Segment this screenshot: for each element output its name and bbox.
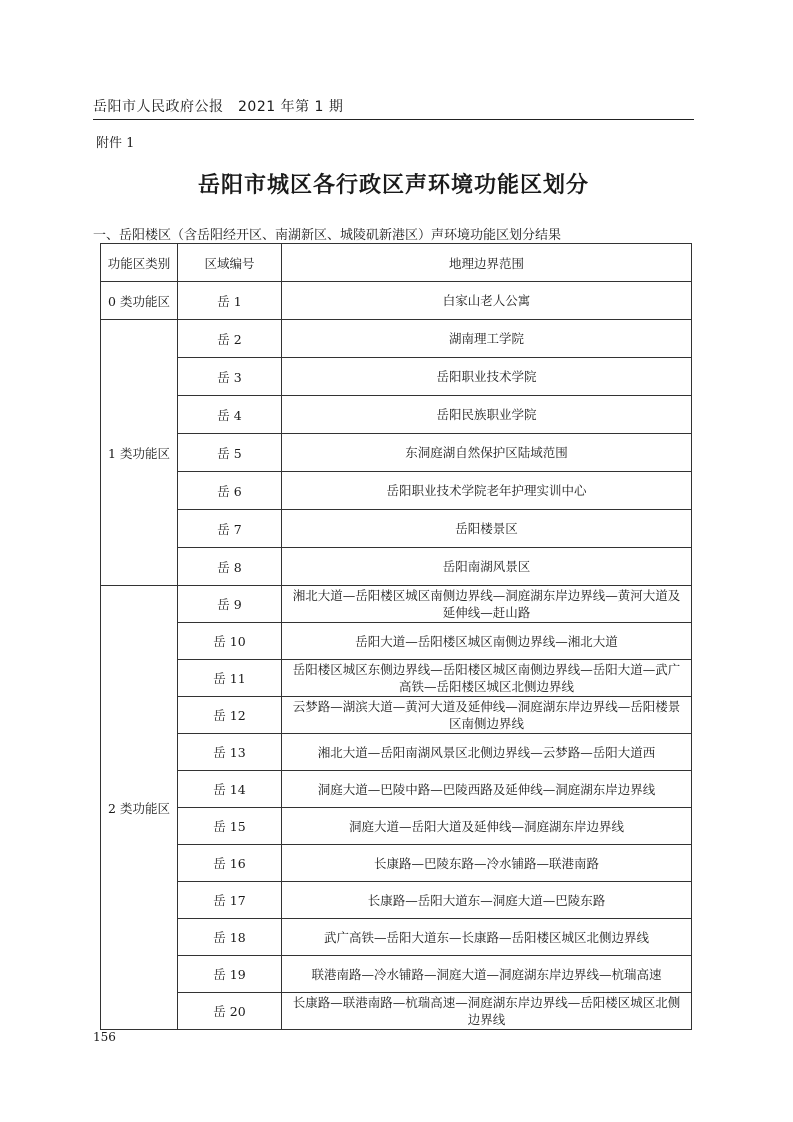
zone-id-cell: 岳 6 <box>178 472 282 510</box>
table-row <box>101 808 692 845</box>
boundary-cell: 岳阳职业技术学院 <box>282 358 692 396</box>
zone-id-cell: 岳 5 <box>178 434 282 472</box>
header-zone-id: 区域编号 <box>178 244 282 282</box>
boundary-cell: 湘北大道—岳阳南湖风景区北侧边界线—云梦路—岳阳大道西 <box>282 734 692 771</box>
table-row <box>101 623 692 660</box>
table-row <box>101 845 692 882</box>
header-rule <box>93 119 694 120</box>
table-row <box>101 396 692 434</box>
zone-id-cell: 岳 14 <box>178 771 282 808</box>
zone-id-cell: 岳 18 <box>178 919 282 956</box>
boundary-cell: 岳阳大道—岳阳楼区城区南侧边界线—湘北大道 <box>282 623 692 660</box>
zone-id-cell: 岳 1 <box>178 282 282 320</box>
page-header: 岳阳市人民政府公报 2021 年第 1 期 <box>93 99 344 115</box>
zone-id-cell: 岳 10 <box>178 623 282 660</box>
section-title: 一、岳阳楼区（含岳阳经开区、南湖新区、城陵矶新港区）声环境功能区划分结果 <box>93 228 562 243</box>
document-title: 岳阳市城区各行政区声环境功能区划分 <box>197 172 589 198</box>
zone-id-cell: 岳 8 <box>178 548 282 586</box>
boundary-cell: 洞庭大道—岳阳大道及延伸线—洞庭湖东岸边界线 <box>282 808 692 845</box>
boundary-cell: 长康路—岳阳大道东—洞庭大道—巴陵东路 <box>282 882 692 919</box>
table-row <box>101 882 692 919</box>
category-cell: 2 类功能区 <box>101 586 178 1030</box>
zone-id-cell: 岳 3 <box>178 358 282 396</box>
table-row <box>101 993 692 1030</box>
zone-id-cell: 岳 16 <box>178 845 282 882</box>
zone-id-cell: 岳 7 <box>178 510 282 548</box>
table-row <box>101 548 692 586</box>
table-row <box>101 956 692 993</box>
boundary-cell: 岳阳南湖风景区 <box>282 548 692 586</box>
boundary-cell: 洞庭大道—巴陵中路—巴陵西路及延伸线—洞庭湖东岸边界线 <box>282 771 692 808</box>
category-cell: 1 类功能区 <box>101 320 178 586</box>
header-boundary: 地理边界范围 <box>282 244 692 282</box>
boundary-cell: 东洞庭湖自然保护区陆域范围 <box>282 434 692 472</box>
boundary-cell: 岳阳民族职业学院 <box>282 396 692 434</box>
zone-id-cell: 岳 12 <box>178 697 282 734</box>
zone-id-cell: 岳 15 <box>178 808 282 845</box>
table-row <box>101 771 692 808</box>
zone-id-cell: 岳 11 <box>178 660 282 697</box>
boundary-cell: 岳阳职业技术学院老年护理实训中心 <box>282 472 692 510</box>
boundary-cell: 联港南路—冷水铺路—洞庭大道—洞庭湖东岸边界线—杭瑞高速 <box>282 956 692 993</box>
boundary-cell: 云梦路—湖滨大道—黄河大道及延伸线—洞庭湖东岸边界线—岳阳楼景区南侧边界线 <box>282 697 692 734</box>
table-row <box>101 919 692 956</box>
page-number: 156 <box>93 1030 116 1044</box>
zone-id-cell: 岳 4 <box>178 396 282 434</box>
table-row <box>101 660 692 697</box>
zone-id-cell: 岳 17 <box>178 882 282 919</box>
table-row <box>101 734 692 771</box>
table-row <box>101 472 692 510</box>
zone-table <box>100 243 692 1030</box>
table-row <box>101 358 692 396</box>
table-header-row <box>101 244 692 282</box>
table-row <box>101 434 692 472</box>
table-row <box>101 320 692 358</box>
table-row <box>101 586 692 623</box>
boundary-cell: 武广高铁—岳阳大道东—长康路—岳阳楼区城区北侧边界线 <box>282 919 692 956</box>
boundary-cell: 湘北大道—岳阳楼区城区南侧边界线—洞庭湖东岸边界线—黄河大道及延伸线—赶山路 <box>282 586 692 623</box>
category-cell: 0 类功能区 <box>101 282 178 320</box>
zone-id-cell: 岳 2 <box>178 320 282 358</box>
attachment-label: 附件 1 <box>96 136 135 151</box>
table-row <box>101 510 692 548</box>
boundary-cell: 长康路—联港南路—杭瑞高速—洞庭湖东岸边界线—岳阳楼区城区北侧边界线 <box>282 993 692 1030</box>
zone-id-cell: 岳 13 <box>178 734 282 771</box>
header-category: 功能区类别 <box>101 244 178 282</box>
boundary-cell: 长康路—巴陵东路—冷水铺路—联港南路 <box>282 845 692 882</box>
boundary-cell: 岳阳楼景区 <box>282 510 692 548</box>
boundary-cell: 岳阳楼区城区东侧边界线—岳阳楼区城区南侧边界线—岳阳大道—武广高铁—岳阳楼区城区北侧边界线 <box>282 660 692 697</box>
zone-id-cell: 岳 9 <box>178 586 282 623</box>
table-row <box>101 697 692 734</box>
zone-id-cell: 岳 19 <box>178 956 282 993</box>
boundary-cell: 白家山老人公寓 <box>282 282 692 320</box>
boundary-cell: 湖南理工学院 <box>282 320 692 358</box>
zone-id-cell: 岳 20 <box>178 993 282 1030</box>
table-row <box>101 282 692 320</box>
